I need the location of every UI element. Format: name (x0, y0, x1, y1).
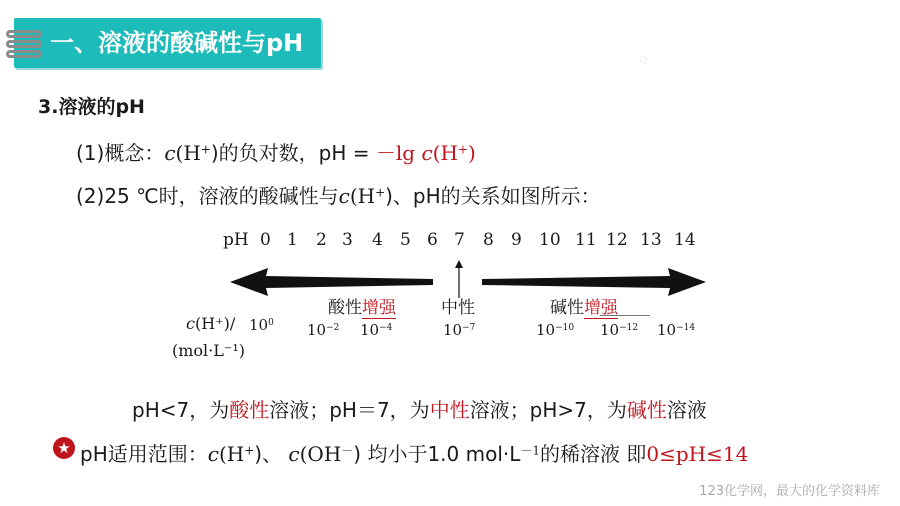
summary-acid: 酸性 (229, 398, 270, 422)
relation-prefix: (2)25 ℃时，溶液的酸碱性与 (76, 184, 339, 208)
ph-tick-label: 4 (372, 230, 383, 250)
binder-rings-icon (6, 30, 46, 60)
summary-p1: pH<7，为 (132, 398, 230, 422)
ph-tick-label: 7 (454, 230, 465, 250)
conc-label-rest: (H⁺)/ (194, 314, 236, 333)
relation-suffix: )、pH的关系如图所示： (385, 184, 601, 208)
concept-c: c (164, 141, 176, 165)
ph-tick-label: 13 (640, 230, 662, 250)
concept-h: (H (175, 141, 201, 165)
ph-tick-label: 1 (287, 230, 298, 250)
summary-base: 碱性 (626, 398, 667, 422)
acid-text: 酸性 (328, 298, 362, 318)
base-text: 碱性 (550, 298, 584, 318)
star-icon: ★ (53, 437, 75, 459)
relation-plus: + (375, 185, 386, 200)
ph-tick-label: 8 (483, 230, 494, 250)
ph-tick-label: 0 (260, 230, 271, 250)
ph-scale-label: pH (223, 230, 249, 250)
summary-p4: 溶液 (666, 398, 707, 422)
base-underline-divider (600, 315, 650, 316)
note-minus: － (341, 443, 354, 458)
ph-tick-label: 10 (539, 230, 561, 250)
relation-c: c (338, 184, 350, 208)
ph-tick-label: 14 (674, 230, 696, 250)
footer-watermark: 123化学网，最大的化学资料库 (699, 484, 880, 499)
note-plus: + (244, 443, 255, 458)
acid-strong: 增强 (362, 298, 396, 318)
note-mid2: ) 均小于1.0 mol·L (353, 442, 521, 466)
note-oh: (OH (299, 442, 342, 466)
conc-tick-label: $10^{-7}$ (443, 321, 476, 339)
relation-line (76, 180, 601, 209)
conc-tick-label: $10^{-4}$ (360, 321, 393, 339)
base-arrow-icon (482, 268, 706, 296)
summary-neutral: 中性 (429, 398, 470, 422)
formula-c: c (421, 141, 433, 165)
conc-unit: (mol·L⁻¹) (172, 341, 245, 360)
section-banner (14, 18, 321, 68)
note-c1: c (207, 442, 219, 466)
conc-tick-label: $10^{-12}$ (600, 321, 639, 339)
summary-p2: 溶液；pH＝7，为 (269, 398, 430, 422)
concept-line (76, 137, 476, 166)
ph-tick-label: 6 (427, 230, 438, 250)
neutral-label: 中性 (441, 298, 475, 318)
banner-title: 一、溶液的酸碱性与pH (50, 29, 304, 57)
note-range-prefix: 即 (620, 442, 647, 466)
concept-plus: + (200, 142, 211, 157)
formula-plus: + (457, 142, 468, 157)
watermark-logo: ◇ (637, 51, 650, 67)
ph-tick-label: 3 (342, 230, 353, 250)
summary-line (132, 394, 707, 423)
conc-tick-label: $10^{-14}$ (657, 321, 696, 339)
ph-tick-label: 11 (575, 230, 597, 250)
base-strong: 增强 (584, 298, 618, 318)
ph-tick-label: 12 (606, 230, 628, 250)
note-h: (H (218, 442, 245, 466)
formula-close: ) (467, 141, 476, 165)
conc-tick-label: $10^{-10}$ (536, 321, 575, 339)
acid-label (328, 293, 396, 318)
note-line (80, 438, 748, 467)
note-mid1: )、 (254, 442, 283, 466)
ph-tick-label: 9 (511, 230, 522, 250)
note-prefix: pH适用范围： (80, 442, 208, 466)
conc-label-c: c (186, 314, 195, 333)
concept-prefix: (1)概念： (76, 141, 165, 165)
conc-label (186, 314, 235, 333)
formula-h: (H (432, 141, 458, 165)
formula-minus: －lg (375, 141, 422, 165)
summary-p3: 溶液；pH>7，为 (469, 398, 627, 422)
note-mid3: 的稀溶液 (540, 442, 621, 466)
ph-tick-label: 2 (316, 230, 327, 250)
note-exp: －1 (520, 443, 541, 458)
acid-arrow-icon (230, 268, 433, 296)
note-range: 0≤pH≤14 (646, 442, 749, 466)
note-c2: c (288, 442, 300, 466)
conc-tick-label: $10^{-2}$ (307, 321, 340, 339)
ph-tick-label: 5 (400, 230, 411, 250)
relation-h: (H (349, 184, 376, 208)
concept-formula (376, 141, 476, 165)
section-title: 3.溶液的pH (38, 96, 145, 118)
concept-neglog: )的负对数，pH = (210, 141, 370, 165)
conc-tick-label: $10^0$ (249, 316, 274, 334)
